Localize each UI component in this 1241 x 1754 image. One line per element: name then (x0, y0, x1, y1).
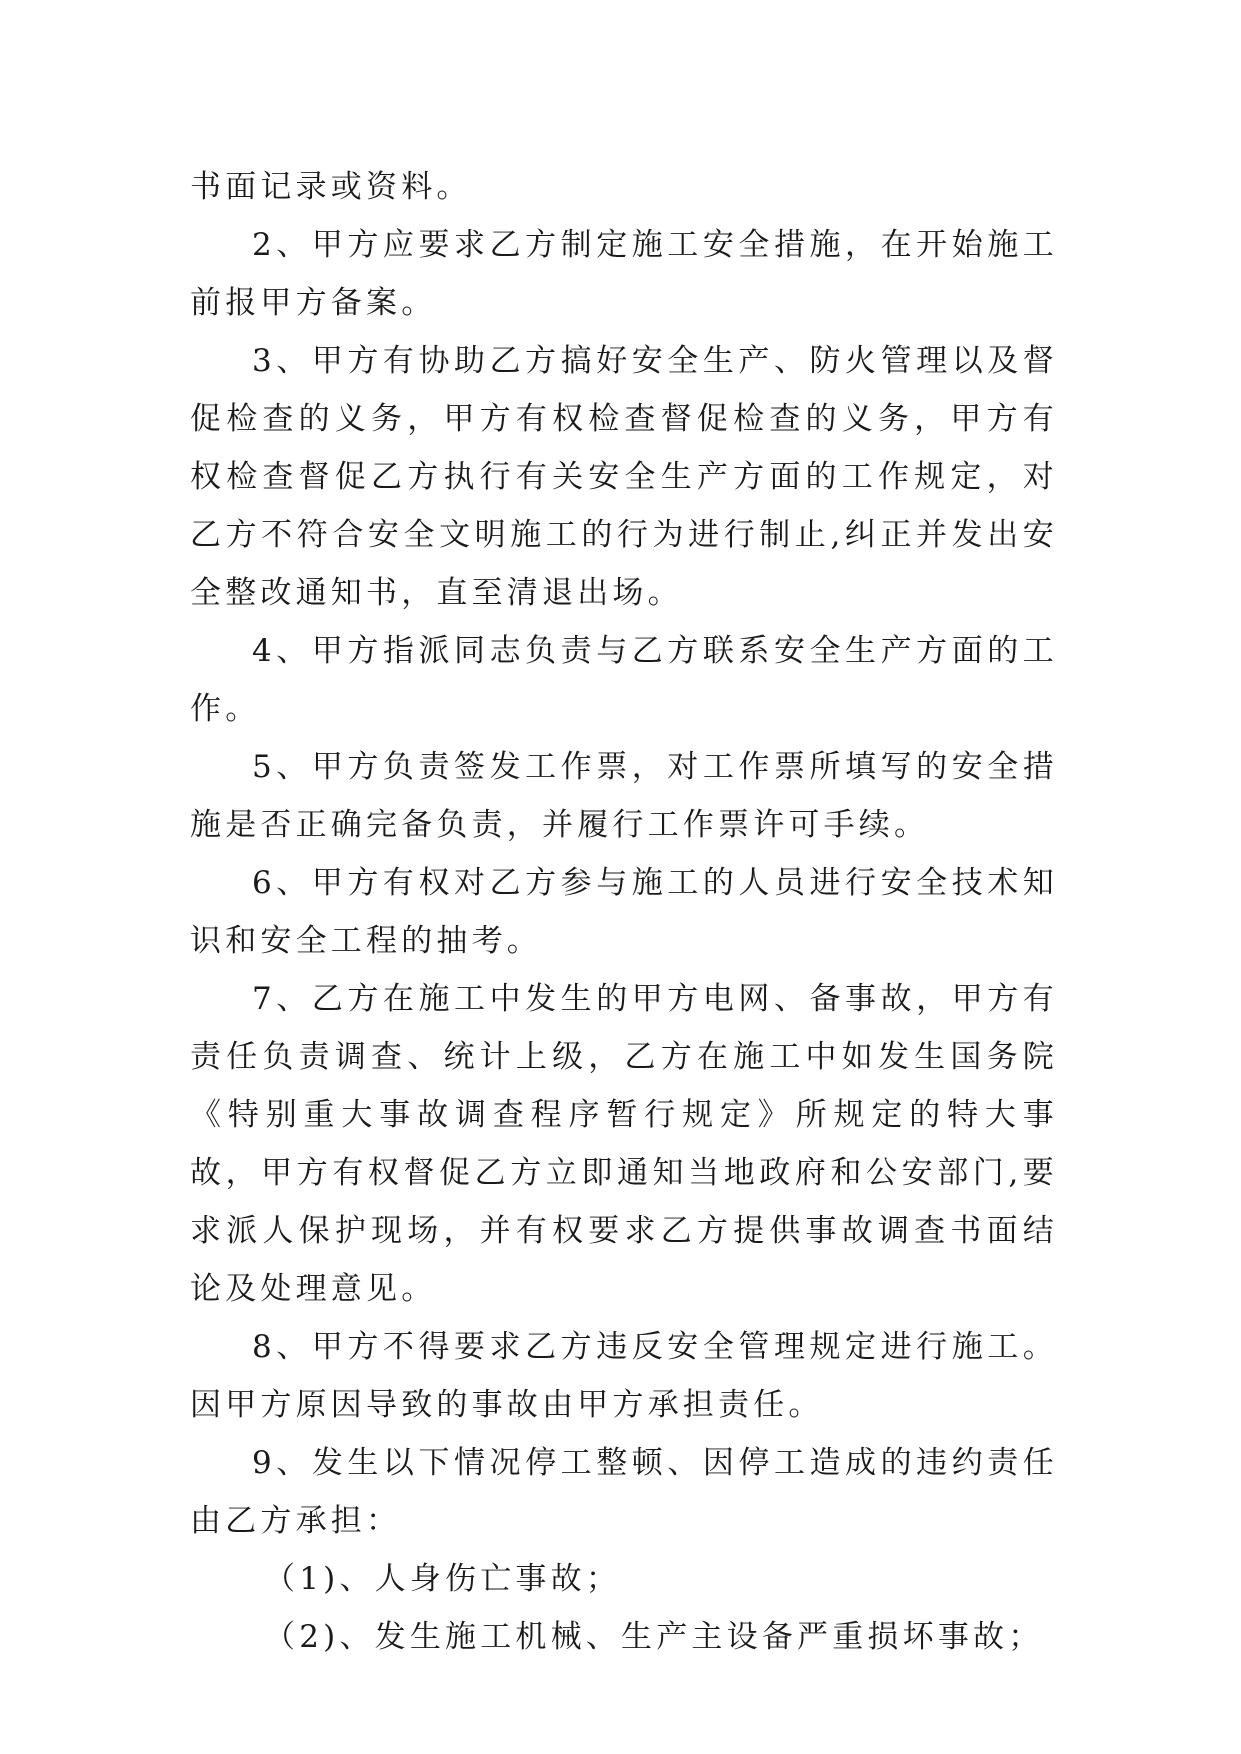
clause-6: 6、甲方有权对乙方参与施工的人员进行安全技术知识和安全工程的抽考。 (190, 865, 1058, 959)
paragraph-continuation: 书面记录或资料。 (190, 169, 472, 205)
document-body (190, 158, 1058, 1666)
clause-9-item-1: （1)、人身伤亡事故； (264, 1561, 622, 1597)
clause-7: 7、乙方在施工中发生的甲方电网、备事故，甲方有责任负责调查、统计上级，乙方在施工中如发生国务院《特别重大事故调查程序暂行规定》所规定的特大事故，甲方有权督促乙方立即通知当地政府和公安部门,要求派人保护现场，并有权要求乙方提供事故调查书面结论及处理意见。 (190, 981, 1058, 1307)
clause-8: 8、甲方不得要求乙方违反安全管理规定进行施工。因甲方原因导致的事故由甲方承担责任。 (190, 1329, 1058, 1423)
clause-4: 4、甲方指派同志负责与乙方联系安全生产方面的工作。 (190, 633, 1058, 727)
clause-9: 9、发生以下情况停工整顿、因停工造成的违约责任由乙方承担： (190, 1445, 1058, 1539)
clause-9-item-2: （2)、发生施工机械、生产主设备严重损坏事故； (264, 1619, 1044, 1655)
clause-2: 2、甲方应要求乙方制定施工安全措施，在开始施工前报甲方备案。 (190, 227, 1058, 321)
clause-5: 5、甲方负责签发工作票，对工作票所填写的安全措施是否正确完备负责，并履行工作票许可手续。 (190, 749, 1058, 843)
clause-3: 3、甲方有协助乙方搞好安全生产、防火管理以及督促检查的义务，甲方有权检查督促检查的义务，甲方有权检查督促乙方执行有关安全生产方面的工作规定，对乙方不符合安全文明施工的行为进行制止,纠正并发出安全整改通知书，直至清退出场。 (190, 343, 1058, 611)
